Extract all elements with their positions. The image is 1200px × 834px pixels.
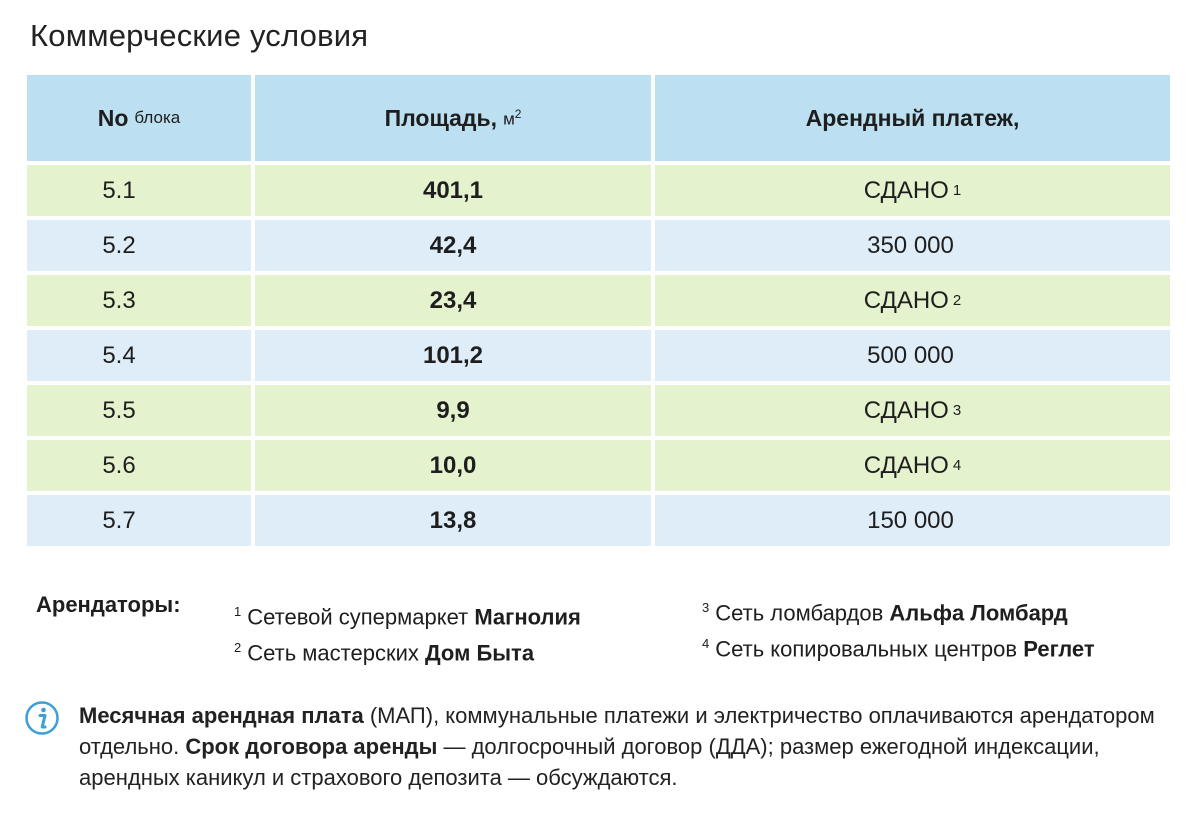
cell-rent: СДАНО 3 (655, 385, 1170, 436)
header-area-unit: $м^2$ (503, 106, 522, 129)
footnote-mark: 1 (952, 182, 962, 199)
cell-rent: 150 000 (655, 495, 1170, 546)
cell-area: 401,1 (255, 165, 651, 216)
cell-block: 5.1 (27, 165, 251, 216)
header-area (255, 75, 651, 161)
tenant-name: Реглет (1023, 636, 1095, 662)
page-title: Коммерческие условия (30, 18, 369, 53)
header-block-sub: блока (134, 108, 181, 127)
cell-block: 5.3 (27, 275, 251, 326)
header-rent (655, 75, 1170, 161)
cell-rent: СДАНО 4 (655, 440, 1170, 491)
table-row (27, 440, 1170, 491)
cell-block: 5.6 (27, 440, 251, 491)
tenant-name: Альфа Ломбард (889, 600, 1068, 626)
commercial-terms-table (27, 75, 1170, 550)
cell-block: 5.5 (27, 385, 251, 436)
tenants-list-right (702, 592, 1095, 665)
table-row (27, 165, 1170, 216)
cell-area: 42,4 (255, 220, 651, 271)
tenant-name: Дом Быта (424, 640, 535, 666)
tenant-item: $^2$ Сеть мастерских Дом Быта (234, 640, 535, 666)
tenants-list-left (234, 596, 581, 669)
header-block-label: No (97, 104, 129, 131)
cell-area: 101,2 (255, 330, 651, 381)
table-row (27, 220, 1170, 271)
cell-rent: 500 000 (655, 330, 1170, 381)
table-row (27, 275, 1170, 326)
info-icon (24, 700, 60, 736)
cell-area: 23,4 (255, 275, 651, 326)
footnote-mark: 2 (952, 292, 962, 309)
cell-block: 5.4 (27, 330, 251, 381)
table-header-row (27, 75, 1170, 161)
cell-area: 13,8 (255, 495, 651, 546)
footnote-mark: 4 (952, 457, 962, 474)
cell-rent: 350 000 (655, 220, 1170, 271)
cell-rent: СДАНО 2 (655, 275, 1170, 326)
cell-area: 9,9 (255, 385, 651, 436)
table-row (27, 330, 1170, 381)
tenant-item: $^4$ Сеть копировальных центров Реглет (702, 636, 1095, 662)
table-row (27, 495, 1170, 546)
header-area-label: Площадь, (384, 104, 498, 131)
table-row (27, 385, 1170, 436)
header-rent-label: Арендный платеж, (805, 104, 1020, 131)
footnote-mark: 3 (952, 402, 962, 419)
header-block (27, 75, 251, 161)
tenant-item: $^3$ Сеть ломбардов Альфа Ломбард (702, 600, 1068, 626)
tenants-label: Арендаторы: (36, 592, 181, 617)
cell-block: 5.2 (27, 220, 251, 271)
cell-area: 10,0 (255, 440, 651, 491)
info-text: Месячная арендная плата (МАП), коммунальные платежи и электричество оплачиваются арендатором отдельно. Срок договора аренды — долгосрочный договор (ДДА); размер ежегодной индексации, арендных каникул и страхового депозита — обсуждаются. (79, 703, 1155, 790)
tenant-item: $^1$ Сетевой супермаркет Магнолия (234, 604, 581, 630)
tenants-section (0, 590, 1200, 665)
info-note (24, 700, 1174, 830)
cell-rent: СДАНО 1 (655, 165, 1170, 216)
tenant-name: Магнолия (474, 604, 581, 630)
cell-block: 5.7 (27, 495, 251, 546)
